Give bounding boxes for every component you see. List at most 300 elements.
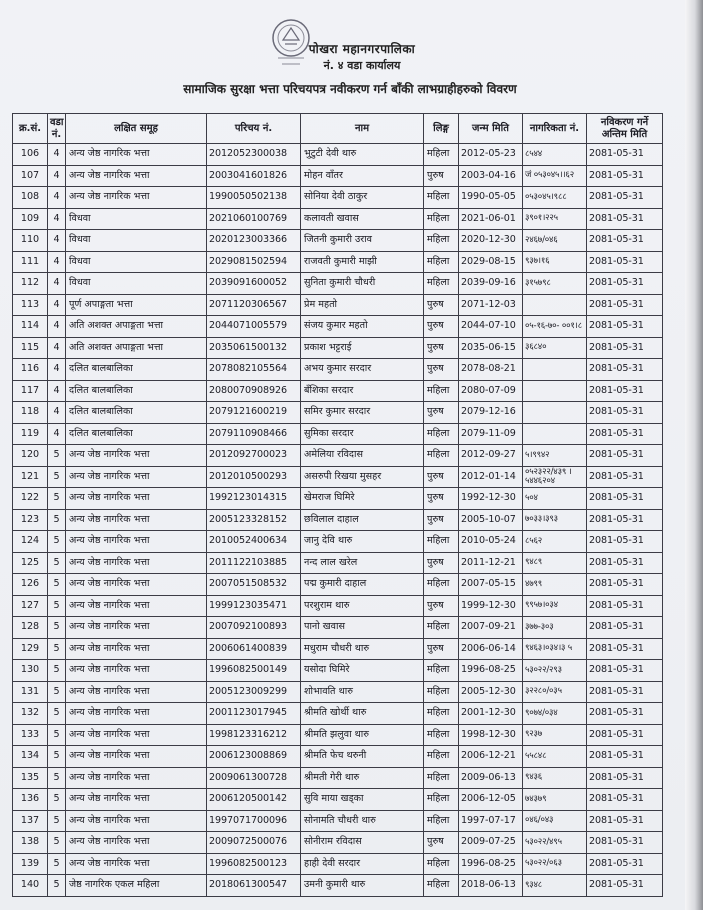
id-number-cell: 1992123014315 <box>207 488 301 510</box>
birth-date-cell: 2029-08-15 <box>459 251 523 273</box>
target-group-cell: अन्य जेष्ठ नागरिक भत्ता <box>66 617 207 639</box>
gender-cell: पुरुष <box>424 316 459 338</box>
birth-date-cell: 2010-05-24 <box>459 531 523 553</box>
name-cell: राजवती कुमारी माझी <box>301 251 424 273</box>
serial-number-cell: 130 <box>13 660 48 682</box>
table-row <box>13 832 663 854</box>
birth-date-cell: 2009-07-25 <box>459 832 523 854</box>
birth-date-cell: 2011-12-21 <box>459 552 523 574</box>
birth-date-cell: 2078-08-21 <box>459 359 523 381</box>
target-group-cell: अन्य जेष्ठ नागरिक भत्ता <box>66 595 207 617</box>
column-header: नविकरण गर्ने अन्तिम मिति <box>587 114 663 144</box>
name-cell: परशुराम थारु <box>301 595 424 617</box>
name-cell: यसोदा घिमिरे <box>301 660 424 682</box>
target-group-cell: अन्य जेष्ठ नागरिक भत्ता <box>66 681 207 703</box>
ward-number-cell: 5 <box>48 595 66 617</box>
serial-number-cell: 119 <box>13 423 48 445</box>
serial-number-cell: 131 <box>13 681 48 703</box>
renewal-deadline-cell: 2081-05-31 <box>587 531 663 553</box>
gender-cell: महिला <box>424 208 459 230</box>
gender-cell: पुरुष <box>424 509 459 531</box>
ward-number-cell: 4 <box>48 402 66 424</box>
gender-cell: महिला <box>424 144 459 166</box>
gender-cell: महिला <box>424 853 459 875</box>
table-row <box>13 617 663 639</box>
serial-number-cell: 136 <box>13 789 48 811</box>
birth-date-cell: 2080-07-09 <box>459 380 523 402</box>
ward-number-cell: 4 <box>48 208 66 230</box>
birth-date-cell: 1990-05-05 <box>459 187 523 209</box>
renewal-deadline-cell: 2081-05-31 <box>587 402 663 424</box>
gender-cell: महिला <box>424 789 459 811</box>
renewal-deadline-cell: 2081-05-31 <box>587 703 663 725</box>
renewal-deadline-cell: 2081-05-31 <box>587 552 663 574</box>
table-row <box>13 660 663 682</box>
serial-number-cell: 126 <box>13 574 48 596</box>
column-header: क्र.सं. <box>13 114 48 144</box>
birth-date-cell: 2005-12-30 <box>459 681 523 703</box>
page-edge-shadow <box>685 0 703 910</box>
table-row <box>13 208 663 230</box>
gender-cell: पुरुष <box>424 488 459 510</box>
ward-number-cell: 4 <box>48 359 66 381</box>
renewal-deadline-cell: 2081-05-31 <box>587 638 663 660</box>
ward-number-cell: 5 <box>48 789 66 811</box>
gender-cell: पुरुष <box>424 638 459 660</box>
serial-number-cell: 115 <box>13 337 48 359</box>
ward-number-cell: 4 <box>48 251 66 273</box>
name-cell: नन्द लाल खरेल <box>301 552 424 574</box>
citizenship-number-cell <box>523 423 587 445</box>
id-number-cell: 2007051508532 <box>207 574 301 596</box>
citizenship-number-cell: ३१५७९८ <box>523 273 587 295</box>
serial-number-cell: 118 <box>13 402 48 424</box>
gender-cell: महिला <box>424 681 459 703</box>
serial-number-cell: 125 <box>13 552 48 574</box>
table-row <box>13 488 663 510</box>
birth-date-cell: 2007-09-21 <box>459 617 523 639</box>
table-row <box>13 273 663 295</box>
citizenship-number-cell: ९२३७ <box>523 724 587 746</box>
id-number-cell: 2006061400839 <box>207 638 301 660</box>
birth-date-cell: 2012-09-27 <box>459 445 523 467</box>
beneficiary-table <box>12 113 663 897</box>
serial-number-cell: 138 <box>13 832 48 854</box>
target-group-cell: अन्य जेष्ठ नागरिक भत्ता <box>66 144 207 166</box>
citizenship-number-cell: ५३०२२/४९५ <box>523 832 587 854</box>
renewal-deadline-cell: 2081-05-31 <box>587 316 663 338</box>
target-group-cell: जेष्ठ नागरिक एकल महिला <box>66 875 207 897</box>
table-row <box>13 380 663 402</box>
ward-number-cell: 5 <box>48 509 66 531</box>
column-header: वडा नं. <box>48 114 66 144</box>
renewal-deadline-cell: 2081-05-31 <box>587 746 663 768</box>
table-row <box>13 574 663 596</box>
table-row <box>13 445 663 467</box>
serial-number-cell: 120 <box>13 445 48 467</box>
birth-date-cell: 2001-12-30 <box>459 703 523 725</box>
ward-number-cell: 5 <box>48 767 66 789</box>
birth-date-cell: 2020-12-30 <box>459 230 523 252</box>
table-row <box>13 337 663 359</box>
target-group-cell: विधवा <box>66 251 207 273</box>
ward-number-cell: 5 <box>48 617 66 639</box>
id-number-cell: 2006120500142 <box>207 789 301 811</box>
birth-date-cell: 1992-12-30 <box>459 488 523 510</box>
table-row <box>13 316 663 338</box>
gender-cell: महिला <box>424 767 459 789</box>
table-row <box>13 423 663 445</box>
serial-number-cell: 128 <box>13 617 48 639</box>
birth-date-cell: 2079-12-16 <box>459 402 523 424</box>
ward-number-cell: 4 <box>48 230 66 252</box>
target-group-cell: विधवा <box>66 230 207 252</box>
table-row <box>13 359 663 381</box>
renewal-deadline-cell: 2081-05-31 <box>587 574 663 596</box>
citizenship-number-cell: जं ०५३०४५।।६२ <box>523 165 587 187</box>
renewal-deadline-cell: 2081-05-31 <box>587 423 663 445</box>
target-group-cell: अति अशक्त अपाङ्गता भत्ता <box>66 316 207 338</box>
table-row <box>13 552 663 574</box>
renewal-deadline-cell: 2081-05-31 <box>587 875 663 897</box>
table-row <box>13 681 663 703</box>
citizenship-number-cell: ७०३३।३९३ <box>523 509 587 531</box>
birth-date-cell: 2007-05-15 <box>459 574 523 596</box>
name-cell: मधुराम चौधरी थारु <box>301 638 424 660</box>
serial-number-cell: 109 <box>13 208 48 230</box>
citizenship-number-cell <box>523 402 587 424</box>
document-title: सामाजिक सुरक्षा भत्ता परिचयपत्र नवीकरण गर्न बाँकी लाभग्राहीहरुको विवरण <box>183 82 517 96</box>
ward-number-cell: 5 <box>48 660 66 682</box>
target-group-cell: अति अशक्त अपाङ्गता भत्ता <box>66 337 207 359</box>
target-group-cell: अन्य जेष्ठ नागरिक भत्ता <box>66 810 207 832</box>
name-cell: संजय कुमार महतो <box>301 316 424 338</box>
renewal-deadline-cell: 2081-05-31 <box>587 359 663 381</box>
id-number-cell: 2007092100893 <box>207 617 301 639</box>
serial-number-cell: 117 <box>13 380 48 402</box>
id-number-cell: 2012052300038 <box>207 144 301 166</box>
birth-date-cell: 1996-08-25 <box>459 660 523 682</box>
gender-cell: महिला <box>424 810 459 832</box>
ward-number-cell: 5 <box>48 746 66 768</box>
serial-number-cell: 134 <box>13 746 48 768</box>
birth-date-cell: 2018-06-13 <box>459 875 523 897</box>
table-row <box>13 509 663 531</box>
table-row <box>13 144 663 166</box>
citizenship-number-cell: ८५४४ <box>523 144 587 166</box>
ward-number-cell: 5 <box>48 703 66 725</box>
name-cell: सोनामति चौधरी थारु <box>301 810 424 832</box>
serial-number-cell: 114 <box>13 316 48 338</box>
renewal-deadline-cell: 2081-05-31 <box>587 617 663 639</box>
renewal-deadline-cell: 2081-05-31 <box>587 208 663 230</box>
table-row <box>13 724 663 746</box>
renewal-deadline-cell: 2081-05-31 <box>587 488 663 510</box>
table-row <box>13 767 663 789</box>
birth-date-cell: 2006-12-05 <box>459 789 523 811</box>
id-number-cell: 2079110908466 <box>207 423 301 445</box>
citizenship-number-cell: ७४३७९ <box>523 789 587 811</box>
serial-number-cell: 129 <box>13 638 48 660</box>
citizenship-number-cell: ९४३६ <box>523 767 587 789</box>
birth-date-cell: 2003-04-16 <box>459 165 523 187</box>
id-number-cell: 2079121600219 <box>207 402 301 424</box>
target-group-cell: अन्य जेष्ठ नागरिक भत्ता <box>66 767 207 789</box>
citizenship-number-cell: ८५६२ <box>523 531 587 553</box>
serial-number-cell: 108 <box>13 187 48 209</box>
target-group-cell: अन्य जेष्ठ नागरिक भत्ता <box>66 531 207 553</box>
table-row <box>13 466 663 488</box>
citizenship-number-cell: २४६७/०४६ <box>523 230 587 252</box>
gender-cell: महिला <box>424 746 459 768</box>
name-cell: बँशिका सरदार <box>301 380 424 402</box>
citizenship-number-cell: ०५२३२२/४३९ ।५४४६२०४ <box>523 466 587 488</box>
target-group-cell: अन्य जेष्ठ नागरिक भत्ता <box>66 574 207 596</box>
target-group-cell: दलित बालबालिका <box>66 423 207 445</box>
gender-cell: महिला <box>424 660 459 682</box>
birth-date-cell: 2006-12-21 <box>459 746 523 768</box>
table-row <box>13 595 663 617</box>
renewal-deadline-cell: 2081-05-31 <box>587 337 663 359</box>
ward-number-cell: 4 <box>48 165 66 187</box>
column-header: लक्षित समूह <box>66 114 207 144</box>
renewal-deadline-cell: 2081-05-31 <box>587 681 663 703</box>
id-number-cell: 2021060100769 <box>207 208 301 230</box>
table-row <box>13 746 663 768</box>
citizenship-number-cell <box>523 359 587 381</box>
gender-cell: पुरुष <box>424 165 459 187</box>
office-name: पोखरा महानगरपालिका <box>308 42 416 56</box>
id-number-cell: 2080070908926 <box>207 380 301 402</box>
name-cell: छविलाल दाहाल <box>301 509 424 531</box>
birth-date-cell: 2005-10-07 <box>459 509 523 531</box>
id-number-cell: 2029081502594 <box>207 251 301 273</box>
serial-number-cell: 137 <box>13 810 48 832</box>
citizenship-number-cell: ०५३०४५।९८८ <box>523 187 587 209</box>
ward-number-cell: 4 <box>48 294 66 316</box>
renewal-deadline-cell: 2081-05-31 <box>587 144 663 166</box>
renewal-deadline-cell: 2081-05-31 <box>587 767 663 789</box>
ward-number-cell: 5 <box>48 810 66 832</box>
renewal-deadline-cell: 2081-05-31 <box>587 789 663 811</box>
citizenship-number-cell: ५३०२२/०६३ <box>523 853 587 875</box>
name-cell: सोनिया देवी ठाकुर <box>301 187 424 209</box>
serial-number-cell: 135 <box>13 767 48 789</box>
name-cell: सुवि माया खड्का <box>301 789 424 811</box>
id-number-cell: 2009061300728 <box>207 767 301 789</box>
citizenship-number-cell: ९४६३।०३४।३ ५ <box>523 638 587 660</box>
serial-number-cell: 111 <box>13 251 48 273</box>
serial-number-cell: 121 <box>13 466 48 488</box>
target-group-cell: अन्य जेष्ठ नागरिक भत्ता <box>66 660 207 682</box>
birth-date-cell: 2044-07-10 <box>459 316 523 338</box>
id-number-cell: 2003041601826 <box>207 165 301 187</box>
renewal-deadline-cell: 2081-05-31 <box>587 853 663 875</box>
serial-number-cell: 140 <box>13 875 48 897</box>
serial-number-cell: 112 <box>13 273 48 295</box>
target-group-cell: अन्य जेष्ठ नागरिक भत्ता <box>66 165 207 187</box>
target-group-cell: अन्य जेष्ठ नागरिक भत्ता <box>66 703 207 725</box>
renewal-deadline-cell: 2081-05-31 <box>587 509 663 531</box>
target-group-cell: विधवा <box>66 273 207 295</box>
target-group-cell: अन्य जेष्ठ नागरिक भत्ता <box>66 552 207 574</box>
name-cell: जितनी कुमारी उराव <box>301 230 424 252</box>
id-number-cell: 2009072500076 <box>207 832 301 854</box>
target-group-cell: पूर्ण अपाङ्गता भत्ता <box>66 294 207 316</box>
id-number-cell: 2039091600052 <box>207 273 301 295</box>
name-cell: सुमिका सरदार <box>301 423 424 445</box>
target-group-cell: दलित बालबालिका <box>66 402 207 424</box>
column-header: जन्म मिति <box>459 114 523 144</box>
ward-number-cell: 5 <box>48 853 66 875</box>
target-group-cell: विधवा <box>66 208 207 230</box>
citizenship-number-cell: ५०४ <box>523 488 587 510</box>
id-number-cell: 2006123008869 <box>207 746 301 768</box>
table-row <box>13 165 663 187</box>
target-group-cell: अन्य जेष्ठ नागरिक भत्ता <box>66 509 207 531</box>
name-cell: अमेलिया रविदास <box>301 445 424 467</box>
gender-cell: महिला <box>424 724 459 746</box>
birth-date-cell: 2035-06-15 <box>459 337 523 359</box>
birth-date-cell: 2039-09-16 <box>459 273 523 295</box>
citizenship-number-cell: ०५-१६-७०- ००१।८ <box>523 316 587 338</box>
renewal-deadline-cell: 2081-05-31 <box>587 251 663 273</box>
renewal-deadline-cell: 2081-05-31 <box>587 230 663 252</box>
renewal-deadline-cell: 2081-05-31 <box>587 724 663 746</box>
citizenship-number-cell: ५।९९४२ <box>523 445 587 467</box>
serial-number-cell: 110 <box>13 230 48 252</box>
gender-cell: पुरुष <box>424 552 459 574</box>
name-cell: शोभावति थारु <box>301 681 424 703</box>
serial-number-cell: 133 <box>13 724 48 746</box>
citizenship-number-cell: ९३७।१६ <box>523 251 587 273</box>
id-number-cell: 1996082500123 <box>207 853 301 875</box>
gender-cell: महिला <box>424 380 459 402</box>
birth-date-cell: 1997-07-17 <box>459 810 523 832</box>
name-cell: कलावती खवास <box>301 208 424 230</box>
gender-cell: महिला <box>424 531 459 553</box>
target-group-cell: दलित बालबालिका <box>66 380 207 402</box>
target-group-cell: अन्य जेष्ठ नागरिक भत्ता <box>66 746 207 768</box>
ward-number-cell: 4 <box>48 187 66 209</box>
ward-number-cell: 5 <box>48 638 66 660</box>
ward-number-cell: 5 <box>48 466 66 488</box>
renewal-deadline-cell: 2081-05-31 <box>587 660 663 682</box>
table-row <box>13 402 663 424</box>
ward-number-cell: 4 <box>48 380 66 402</box>
citizenship-number-cell: ३२२८०/०३५ <box>523 681 587 703</box>
id-number-cell: 2011122103885 <box>207 552 301 574</box>
ward-number-cell: 4 <box>48 423 66 445</box>
ward-office: नं. ४ वडा कार्यालय <box>323 59 401 72</box>
serial-number-cell: 122 <box>13 488 48 510</box>
gender-cell: महिला <box>424 273 459 295</box>
name-cell: श्रीमति झलुवा थारु <box>301 724 424 746</box>
target-group-cell: दलित बालबालिका <box>66 359 207 381</box>
ward-number-cell: 5 <box>48 832 66 854</box>
name-cell: श्रीमति फेच थरुनी <box>301 746 424 768</box>
ward-number-cell: 5 <box>48 875 66 897</box>
ward-number-cell: 5 <box>48 488 66 510</box>
name-cell: भुटुटी देवी थारु <box>301 144 424 166</box>
serial-number-cell: 113 <box>13 294 48 316</box>
name-cell: असरुपी रिखया मुसहर <box>301 466 424 488</box>
name-cell: मोहन वाँतर <box>301 165 424 187</box>
name-cell: समिर कुमार सरदार <box>301 402 424 424</box>
gender-cell: महिला <box>424 617 459 639</box>
target-group-cell: अन्य जेष्ठ नागरिक भत्ता <box>66 445 207 467</box>
id-number-cell: 2012010500293 <box>207 466 301 488</box>
serial-number-cell: 132 <box>13 703 48 725</box>
renewal-deadline-cell: 2081-05-31 <box>587 466 663 488</box>
id-number-cell: 2005123328152 <box>207 509 301 531</box>
name-cell: प्रकाश भट्टराई <box>301 337 424 359</box>
table-row <box>13 875 663 897</box>
citizenship-number-cell: ३९०१।२२५ <box>523 208 587 230</box>
citizenship-number-cell <box>523 380 587 402</box>
name-cell: प्रेम महतो <box>301 294 424 316</box>
gender-cell: महिला <box>424 423 459 445</box>
ward-number-cell: 4 <box>48 316 66 338</box>
birth-date-cell: 2009-06-13 <box>459 767 523 789</box>
birth-date-cell: 2012-05-23 <box>459 144 523 166</box>
gender-cell: पुरुष <box>424 595 459 617</box>
name-cell: श्रीमति खोर्थी थारु <box>301 703 424 725</box>
gender-cell: महिला <box>424 574 459 596</box>
renewal-deadline-cell: 2081-05-31 <box>587 294 663 316</box>
table-row <box>13 638 663 660</box>
name-cell: अभय कुमार सरदार <box>301 359 424 381</box>
id-number-cell: 2035061500132 <box>207 337 301 359</box>
table-row <box>13 251 663 273</box>
birth-date-cell: 2021-06-01 <box>459 208 523 230</box>
renewal-deadline-cell: 2081-05-31 <box>587 810 663 832</box>
name-cell: उमनी कुमारी थारु <box>301 875 424 897</box>
birth-date-cell: 1998-12-30 <box>459 724 523 746</box>
target-group-cell: अन्य जेष्ठ नागरिक भत्ता <box>66 466 207 488</box>
birth-date-cell: 2006-06-14 <box>459 638 523 660</box>
table-row <box>13 294 663 316</box>
renewal-deadline-cell: 2081-05-31 <box>587 832 663 854</box>
gender-cell: महिला <box>424 875 459 897</box>
column-header: परिचय नं. <box>207 114 301 144</box>
ward-number-cell: 5 <box>48 574 66 596</box>
ward-number-cell: 4 <box>48 337 66 359</box>
id-number-cell: 2005123009299 <box>207 681 301 703</box>
renewal-deadline-cell: 2081-05-31 <box>587 595 663 617</box>
table-row <box>13 187 663 209</box>
gender-cell: पुरुष <box>424 337 459 359</box>
column-header: नाम <box>301 114 424 144</box>
id-number-cell: 2012092700023 <box>207 445 301 467</box>
name-cell: सोनीराम रविदास <box>301 832 424 854</box>
id-number-cell: 1990050502138 <box>207 187 301 209</box>
id-number-cell: 2001123017945 <box>207 703 301 725</box>
table-header-row <box>13 114 663 144</box>
name-cell: जानु देवि थारु <box>301 531 424 553</box>
birth-date-cell: 2071-12-03 <box>459 294 523 316</box>
id-number-cell: 2071120306567 <box>207 294 301 316</box>
renewal-deadline-cell: 2081-05-31 <box>587 273 663 295</box>
column-header: लिङ्ग <box>424 114 459 144</box>
gender-cell: महिला <box>424 445 459 467</box>
serial-number-cell: 116 <box>13 359 48 381</box>
target-group-cell: अन्य जेष्ठ नागरिक भत्ता <box>66 853 207 875</box>
name-cell: श्रीमती गेरी थारु <box>301 767 424 789</box>
birth-date-cell: 2012-01-14 <box>459 466 523 488</box>
gender-cell: पुरुष <box>424 294 459 316</box>
serial-number-cell: 107 <box>13 165 48 187</box>
